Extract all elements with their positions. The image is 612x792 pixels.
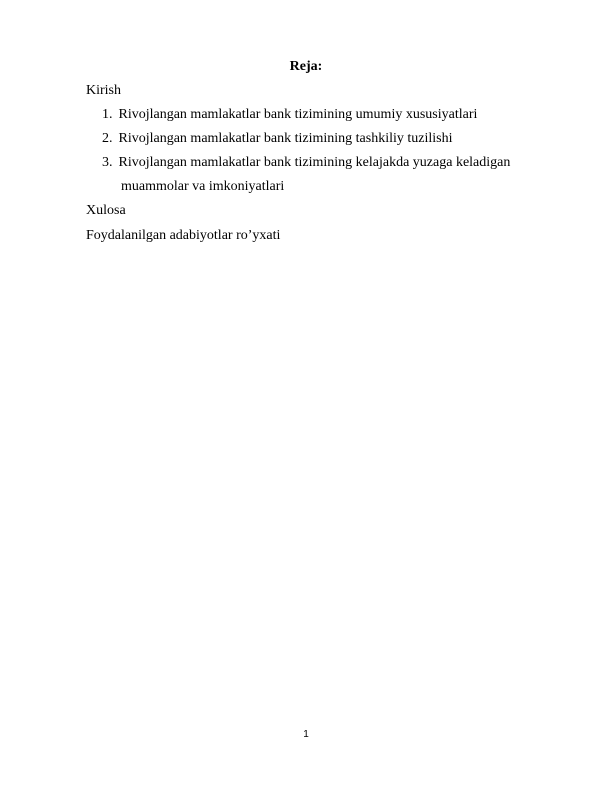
outline-item-text: Rivojlangan mamlakatlar bank tizimining umumiy xususiyatlari bbox=[118, 107, 478, 122]
outline-item-3 bbox=[102, 154, 510, 172]
outline-intro: Kirish bbox=[86, 83, 121, 98]
outline-item-3-continuation: muammolar va imkoniyatlari bbox=[121, 179, 285, 194]
outline-item-number: 2. bbox=[102, 131, 113, 146]
outline-item-1 bbox=[102, 106, 477, 124]
outline-item-number: 1. bbox=[102, 107, 113, 122]
page-number: 1 bbox=[303, 729, 309, 740]
outline-item-text: Rivojlangan mamlakatlar bank tizimining kelajakda yuzaga keladigan bbox=[118, 155, 511, 170]
outline-item-2 bbox=[102, 130, 453, 148]
outline-item-text: Rivojlangan mamlakatlar bank tizimining tashkiliy tuzilishi bbox=[118, 131, 453, 146]
outline-references: Foydalanilgan adabiyotlar ro’yxati bbox=[86, 228, 281, 243]
document-title: Reja: bbox=[289, 59, 323, 74]
outline-item-number: 3. bbox=[102, 155, 113, 170]
outline-conclusion: Xulosa bbox=[86, 203, 126, 218]
